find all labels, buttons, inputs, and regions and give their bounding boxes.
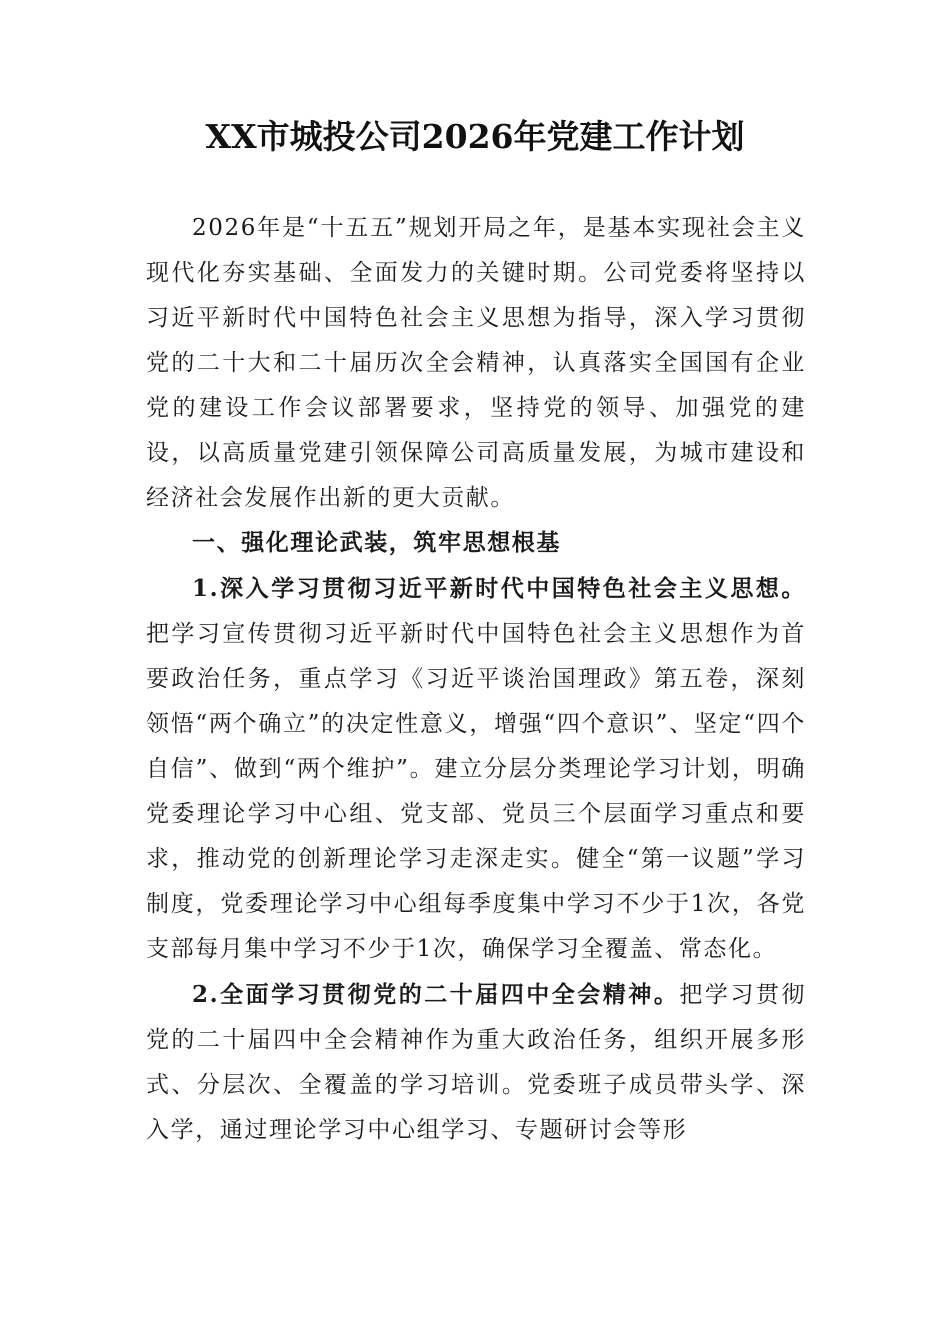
item-text-1: 把学习宣传贯彻习近平新时代中国特色社会主义思想作为首要政治任务，重点学习《习近平谈治国理政》第五卷，深刻领悟“两个确立”的决定性意义，增强“四个意识”、坚定“四个自信”、做到“两个维护”。建立分层分类理论学习计划，明确党委理论学习中心组、党支部、党员三个层面学习重点和要求，推动党的创新理论学习走深走实。健全“第一议题”学习制度，党委理论学习中心组每季度集中学习不少于1次，各党支部每月集中学习不少于1次，确保学习全覆盖、常态化。 — [146, 621, 806, 962]
item-lead-2: 2.全面学习贯彻党的二十届四中全会精神。 — [192, 981, 680, 1008]
document-body — [146, 206, 806, 1153]
item-paragraph-1 — [146, 566, 806, 972]
item-text-2: 把学习贯彻党的二十届四中全会精神作为重大政治任务，组织开展多形式、分层次、全覆盖的学习培训。党委班子成员带头学、深入学，通过理论学习中心组学习、专题研讨会等形 — [146, 982, 807, 1143]
item-paragraph-2 — [146, 972, 806, 1153]
intro-paragraph: 2026年是“十五五”规划开局之年，是基本实现社会主义现代化夯实基础、全面发力的关键时期。公司党委将坚持以习近平新时代中国特色社会主义思想为指导，深入学习贯彻党的二十大和二十届历次全会精神，认真落实全国国有企业党的建设工作会议部署要求，坚持党的领导、加强党的建设，以高质量党建引领保障公司高质量发展，为城市建设和经济社会发展作出新的更大贡献。 — [146, 215, 806, 511]
section-heading: 一、强化理论武装，筑牢思想根基 — [192, 530, 561, 556]
document-title: XX市城投公司2026年党建工作计划 — [205, 117, 745, 156]
item-lead-1: 1.深入学习贯彻习近平新时代中国特色社会主义思想。 — [192, 575, 806, 602]
